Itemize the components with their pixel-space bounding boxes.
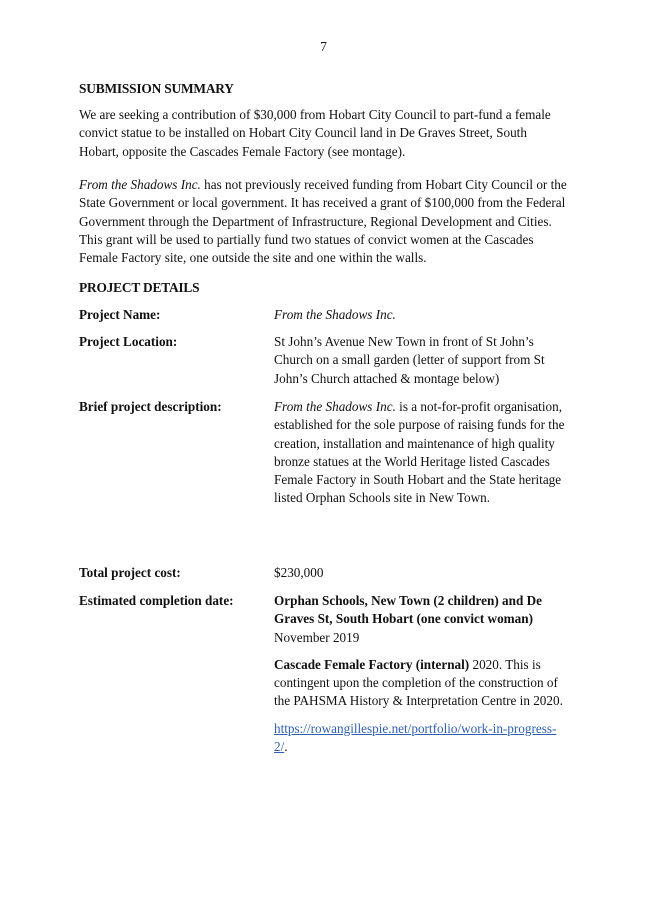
completion-date-label: Estimated completion date: <box>79 593 234 608</box>
link-entry <box>274 720 569 757</box>
project-name-label: Project Name: <box>79 307 161 322</box>
project-description-label: Brief project description: <box>79 399 222 414</box>
total-cost-value: $230,000 <box>274 565 324 580</box>
summary-paragraph-2-text: has not previously received funding from Hobart City Council or the State Government or local government. It has received a grant of $100,000 from the Federal Government through the Department of Infrastructure, Regional Development and Cities. This grant will be used to partially fund two statues of convict women at the Cascades Female Factory site, one outside the site and one within the walls. <box>79 177 567 266</box>
description-text: is a not-for-profit organisation, established for the sole purpose of raising funds for the creation, installation and maintenance of high quality bronze statues at the World Heritage listed Cascades Female Factory in South Hobart and the State heritage listed Orphan Schools site in New Town. <box>274 399 565 506</box>
link-trailing-period: . <box>284 739 288 755</box>
project-location-label: Project Location: <box>79 334 178 349</box>
submission-summary-heading: SUBMISSION SUMMARY <box>79 81 234 96</box>
project-description-value <box>274 398 574 508</box>
project-details-heading: PROJECT DETAILS <box>79 280 200 295</box>
completion-date-value <box>274 592 574 756</box>
org-name-italic: From the Shadows Inc. <box>79 177 201 192</box>
completion-entry-1 <box>274 592 574 647</box>
summary-paragraph-1: We are seeking a contribution of $30,000 from Hobart City Council to part-fund a female convict statue to be installed on Hobart City Council land in De Graves Street, South Hobart, opposite the Cascades Female Factory (see montage). <box>79 107 551 159</box>
project-location-value: St John’s Avenue New Town in front of St John’s Church on a small garden (letter of support from St John’s Church attached & montage below) <box>274 334 545 386</box>
completion-location-2: Cascade Female Factory (internal) <box>274 656 470 672</box>
project-name-italic: From the Shadows Inc. <box>274 307 396 322</box>
completion-entry-2 <box>274 656 574 711</box>
description-org-italic: From the Shadows Inc. <box>274 399 396 414</box>
summary-paragraph-2 <box>79 176 569 267</box>
page-number: 7 <box>320 39 327 54</box>
project-name-value <box>274 306 574 324</box>
completion-location-1: Orphan Schools, New Town (2 children) and De Graves St, South Hobart (one convict woman) <box>274 593 542 627</box>
completion-date-1: November 2019 <box>274 629 360 645</box>
portfolio-link[interactable]: https://rowangillespie.net/portfolio/work-in-progress-2/ <box>274 720 557 755</box>
completion-text-2: 2020. This is contingent upon the completion of the construction of the PAHSMA History & Interpretation Centre in 2020. <box>274 656 563 709</box>
total-cost-label: Total project cost: <box>79 565 181 580</box>
